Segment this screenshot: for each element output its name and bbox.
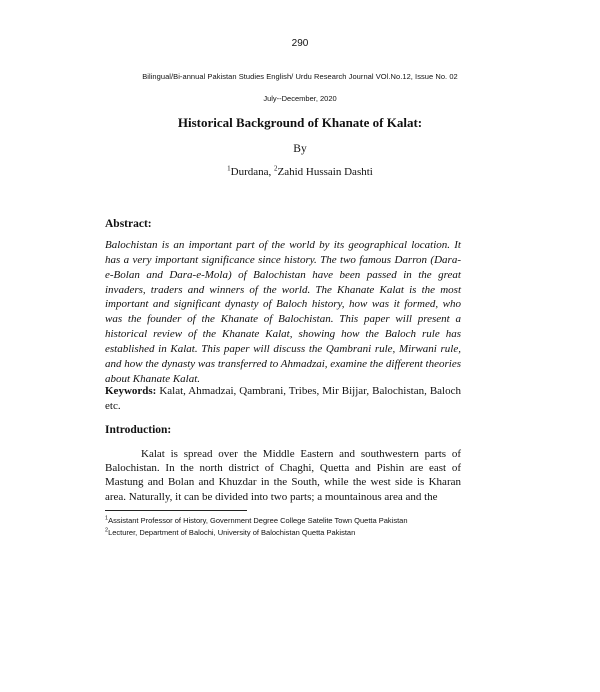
introduction-body: Kalat is spread over the Middle Eastern and southwestern parts of Balochistan. In the north district of Chaghi, Quetta and Pishin are east of Mastung and Bolan and Khuzdar in the South, while the west side is Kharan area. Naturally, it can be divided into two parts; a mountainous area and the: [105, 448, 461, 503]
footnote-1-marker: 1: [105, 515, 109, 522]
keywords-text: Kalat, Ahmadzai, Qambrani, Tribes, Mir Bijjar, Balochistan, Baloch etc.: [105, 385, 461, 412]
footnote-2: [105, 527, 465, 538]
author-1-name: Durdana,: [230, 166, 272, 178]
byline-label: By: [293, 143, 307, 155]
footnote-1-text: Assistant Professor of History, Government Degree College Satelite Town Quetta Pakistan: [108, 516, 408, 525]
abstract-body: Balochistan is an important part of the world by its geographical location. It has a very important significance since history. The two famous Darron (Dara-e-Bolan and Dara-e-Mola) of Balochistan have been passed in the great invaders, traders and winners of the world. The Khanate Kalat is the most important and significant dynasty of Baloch history, how was it formed, who was the founder of the Khanate of Balochistan. This paper will present a historical review of the Khanate Kalat, showing how the Baloch rule has established in Kalat. This paper will discuss the Qambrani rule, Mirwani rule, and how the dynasty was transferred to Ahmadzai, examine the different theories about Khanate Kalat.: [105, 239, 461, 385]
keywords-label: Keywords:: [105, 385, 157, 397]
introduction-heading: Introduction:: [105, 424, 172, 436]
journal-header: Bilingual/Bi-annual Pakistan Studies English/ Urdu Research Journal VOl.No.12, Issue No. 02: [142, 72, 458, 81]
footnote-2-marker: 2: [105, 527, 109, 534]
author-2-name: Zahid Hussain Dashti: [277, 166, 373, 178]
abstract-heading: Abstract:: [105, 218, 152, 230]
footnote-2-text: Lecturer, Department of Balochi, University of Balochistan Quetta Pakistan: [108, 528, 356, 537]
issue-date: July--December, 2020: [263, 94, 337, 103]
footnote-1: [105, 515, 465, 526]
author-1-footnote-marker: 1: [227, 164, 231, 173]
keywords-paragraph: [105, 384, 461, 414]
footnote-divider: [105, 510, 247, 511]
author-2-footnote-marker: 2: [274, 164, 278, 173]
footnotes: [105, 515, 465, 539]
article-title: Historical Background of Khanate of Kalat:: [177, 115, 423, 130]
author-list: [0, 166, 600, 178]
page-number: 290: [291, 38, 309, 49]
